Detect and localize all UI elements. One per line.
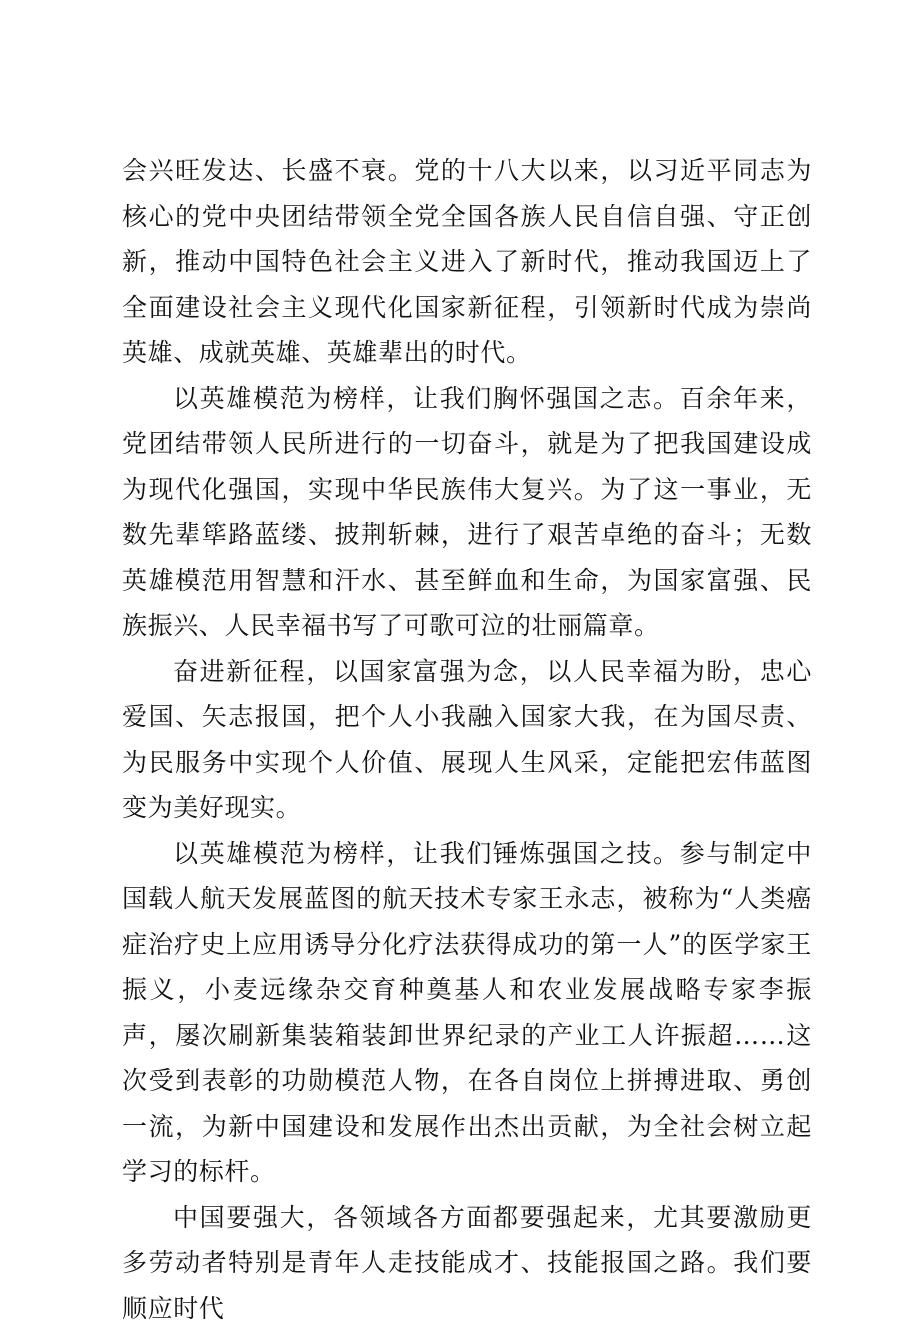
paragraph-continuation: 会兴旺发达、长盛不衰。党的十八大以来，以习近平同志为核心的党中央团结带领全党全国各族人民自信自强、守正创新，推动中国特色社会主义进入了新时代，推动我国迈上了全面建设社会主义现代化国家新征程，引领新时代成为崇尚英雄、成就英雄、英雄辈出的时代。: [122, 148, 812, 376]
paragraph-strong-nation-skills: 以英雄模范为榜样，让我们锤炼强国之技。参与制定中国载人航天发展蓝图的航天技术专家王永志，被称为“人类癌症治疗史上应用诱导分化疗法获得成功的第一人”的医学家王振义，小麦远缘杂交育种奠基人和农业发展战略专家李振声，屡次刷新集装箱装卸世界纪录的产业工人许振超……这次受到表彰的功勋模范人物，在各自岗位上拼搏进取、勇创一流，为新中国建设和发展作出杰出贡献，为全社会树立起学习的标杆。: [122, 831, 812, 1195]
paragraph-china-strong: 中国要强大，各领域各方面都要强起来，尤其要激励更多劳动者特别是青年人走技能成才、技能报国之路。我们要顺应时代: [122, 1195, 812, 1331]
paragraph-strong-nation-aspiration: 以英雄模范为榜样，让我们胸怀强国之志。百余年来，党团结带领人民所进行的一切奋斗，就是为了把我国建设成为现代化强国，实现中华民族伟大复兴。为了这一事业，无数先辈筚路蓝缕、披荆斩棘，进行了艰苦卓绝的奋斗；无数英雄模范用智慧和汗水、甚至鲜血和生命，为国家富强、民族振兴、人民幸福书写了可歌可泣的壮丽篇章。: [122, 376, 812, 649]
article-body: [122, 148, 812, 1331]
paragraph-new-journey: 奋进新征程，以国家富强为念，以人民幸福为盼，忠心爱国、矢志报国，把个人小我融入国家大我，在为国尽责、为民服务中实现个人价值、展现人生风采，定能把宏伟蓝图变为美好现实。: [122, 649, 812, 831]
